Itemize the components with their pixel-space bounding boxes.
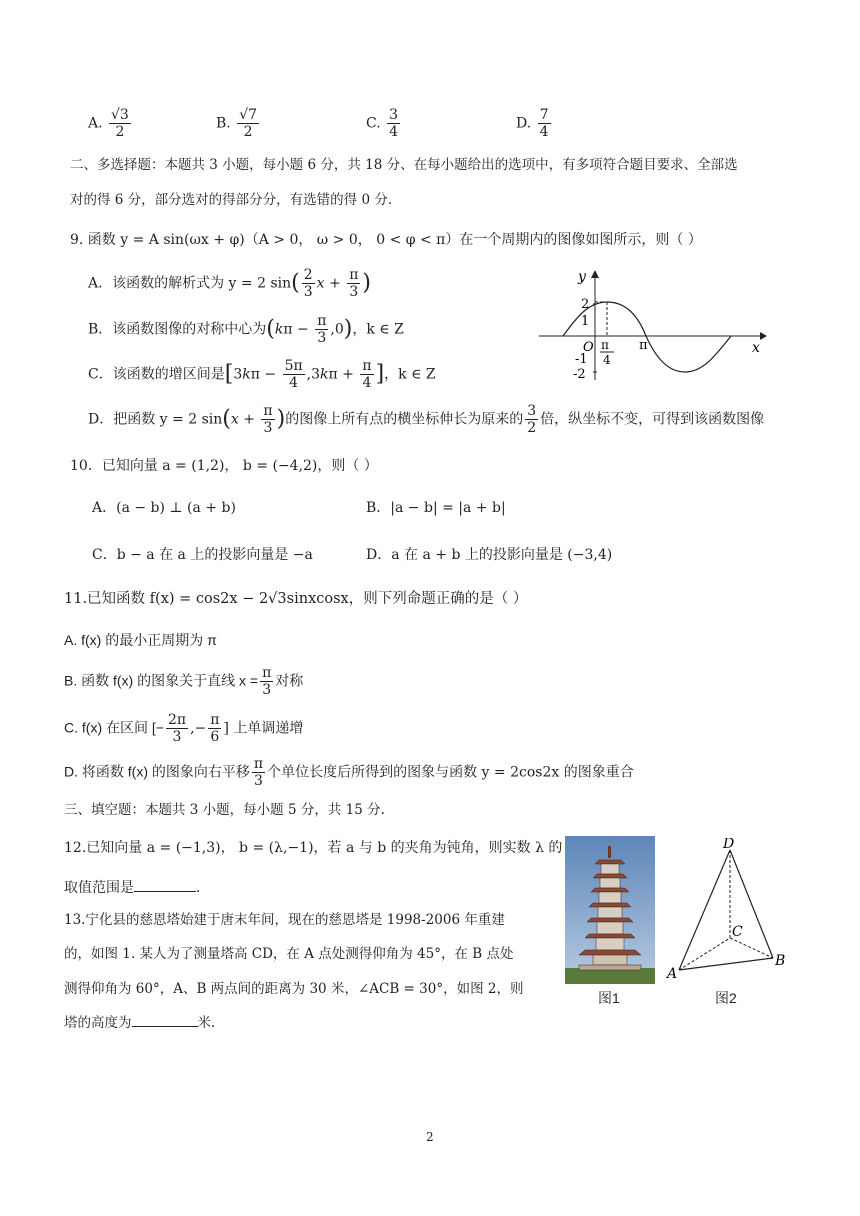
q9-option-b: B．该函数图像的对称中心为(kπ − $\frac{\pi}{3}$ ,0)，k ∈ Z (88, 313, 404, 347)
q11-option-c: C. f(x) 在区间 [− $\frac{2\pi}{3}$ ,− $\frac{\pi}{6}$ ] 上单调递增 (64, 712, 304, 746)
page-number: 2 (426, 1130, 434, 1144)
q13-line4: 塔的高度为 米. (64, 1015, 216, 1031)
edge-AB (679, 958, 773, 970)
x-axis-label: x (752, 340, 760, 356)
q12-answer-blank (134, 891, 196, 892)
q11-option-a: A. f(x) 的最小正周期为 π (64, 632, 217, 648)
q13-line1: 13.宁化县的慈恩塔始建于唐末年间，现在的慈恩塔是 1998-2006 年重建 (64, 912, 505, 928)
q13-line2: 的，如图 1. 某人为了测量塔高 CD，在 A 点处测得仰角为 45°，在 B 点处 (64, 946, 514, 962)
pagoda-photo (565, 836, 655, 984)
q9-option-a: A．该函数的解析式为 y = 2 sin( $\frac{2}{3}$ x + $\frac{\pi}{3}$ ) (88, 267, 371, 301)
q10-stem: 10．已知向量 a = (1,2)， b = (−4,2)，则（ ） (70, 458, 378, 474)
q11-stem: 11.已知函数 f(x) = cos2x − 2√3sinxcosx，则下列命题正确的是（ ） (64, 591, 528, 607)
x-tick-pi: π (639, 338, 648, 353)
point-A-label: A (667, 966, 678, 982)
edge-DB (730, 850, 773, 958)
q8-option-c: C. $\frac{3}{4}$ (366, 107, 399, 141)
point-C-label: C (732, 924, 743, 940)
q9-option-c: C．该函数的增区间是[3kπ − $\frac{5\pi}{4}$ ,3kπ + $\frac{\pi}{4}$ ]，k ∈ Z (88, 358, 436, 392)
sine-curve (563, 302, 731, 372)
y-axis-label: y (578, 269, 586, 285)
q8-option-d: D. $\frac{7}{4}$ (516, 107, 549, 141)
q13-line3: 测得仰角为 60°，A、B 两点间的距离为 30 米，∠ACB = 30°，如图 2，则 (64, 981, 524, 997)
x-tick-pi-over-4-num: π (601, 338, 609, 352)
point-D-label: D (723, 838, 735, 852)
q11-option-d: D. 将函数 f(x) 的图象向右平移 $\frac{\pi}{3}$ 个单位长度后所得到的图象与函数 y = 2cos2x 的图象重合 (64, 756, 634, 790)
section3-heading: 三、填空题：本题共 3 小题，每小题 5 分，共 15 分. (64, 802, 385, 818)
q10-option-c: C．b − a 在 a 上的投影向量是 −a (92, 547, 313, 563)
y-tick-2: 2 (581, 297, 590, 312)
q10-option-b: B．|a − b| = |a + b| (366, 500, 506, 516)
edge-AC (679, 938, 730, 970)
y-tick-neg2: -2 (573, 367, 586, 382)
x-axis-arrow (760, 332, 767, 340)
edge-DA (679, 850, 730, 970)
q13-answer-blank (132, 1026, 198, 1027)
q9-stem: 9. 函数 y = A sin(ωx + φ)（A > 0， ω > 0， 0 < φ < π）在一个周期内的图像如图所示，则（ ） (70, 232, 702, 248)
q8-option-b: B. $\frac{√7}{2}$ (216, 107, 258, 141)
q11-option-b: B. 函数 f(x) 的图象关于直线 x = $\frac{\pi}{3}$ 对称 (64, 665, 304, 699)
fig2-caption: 图2 (715, 990, 737, 1006)
point-B-label: B (775, 953, 786, 969)
q9-sine-graph (535, 268, 775, 388)
q12-line1: 12.已知向量 a = (−1,3)， b = (λ,−1)，若 a 与 b 的夹角为钝角，则实数 λ 的 (64, 840, 563, 856)
q10-option-a: A．(a − b) ⊥ (a + b) (92, 500, 236, 516)
pagoda-spire (608, 846, 611, 858)
x-tick-pi-over-4-den: 4 (603, 353, 611, 367)
y-tick-neg1: -1 (575, 352, 588, 367)
fig1-caption: 图1 (598, 990, 620, 1006)
q8-option-a: A. $\frac{√3}{2}$ (88, 107, 129, 141)
tetrahedron-diagram (665, 838, 795, 988)
q9-option-d: D．把函数 y = 2 sin(x + $\frac{\pi}{3}$ )的图像上所有点的横坐标伸长为原来的 $\frac{3}{2}$ 倍，纵坐标不变，可得到该函数图像 (88, 403, 765, 437)
q10-option-d: D．a 在 a + b 上的投影向量是 (−3,4) (366, 547, 613, 563)
section2-line2: 对的得 6 分，部分选对的得部分分，有选错的得 0 分. (70, 192, 393, 208)
origin-label: O (583, 340, 594, 355)
y-tick-1: 1 (581, 314, 590, 329)
y-axis-arrow (591, 270, 599, 278)
section2-line1: 二、多选择题：本题共 3 小题，每小题 6 分，共 18 分、在每小题给出的选项中，有多项符合题目要求、全部选 (70, 157, 738, 173)
q12-line2: 取值范围是 . (64, 880, 201, 896)
